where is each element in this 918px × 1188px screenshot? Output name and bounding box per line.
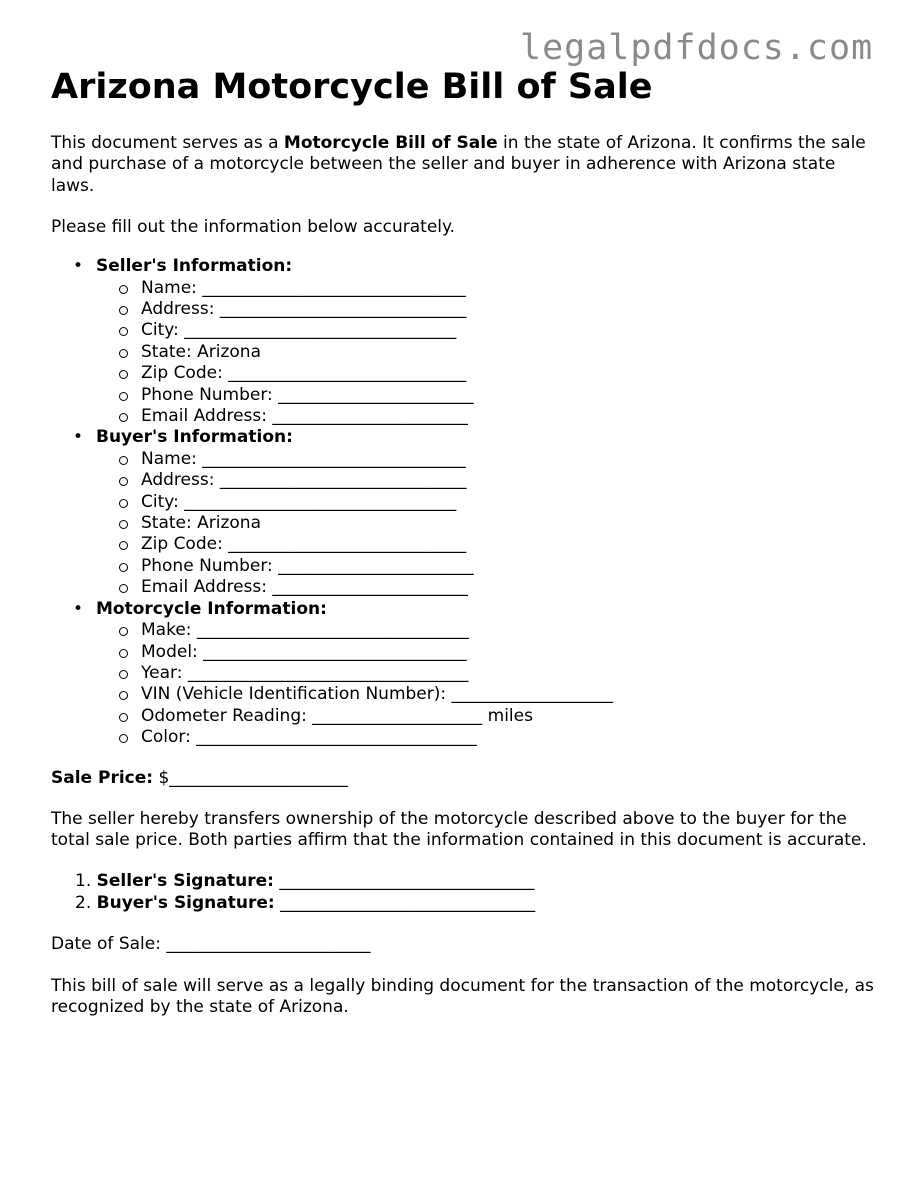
seller-section [51, 256, 881, 427]
seller-address-field[interactable]: Address: _____________________________ [96, 299, 881, 320]
instruction-text: Please fill out the information below accurately. [51, 216, 456, 237]
seller-phone-field[interactable]: Phone Number: _______________________ [96, 385, 881, 406]
document-page [51, 66, 881, 1018]
seller-signature-line[interactable] [51, 871, 881, 892]
seller-zip-field[interactable]: Zip Code: ____________________________ [96, 363, 881, 384]
seller-city-field[interactable]: City: ________________________________ [96, 320, 881, 341]
list-number: 2. [75, 892, 92, 913]
buyer-zip-field[interactable]: Zip Code: ____________________________ [96, 534, 881, 555]
document-title: Arizona Motorcycle Bill of Sale [51, 67, 653, 107]
buyer-section [51, 427, 881, 598]
signature-list [51, 871, 881, 914]
intro-bold-term: Motorcycle Bill of Sale [283, 133, 498, 153]
watermark: legalpdfdocs.com [520, 28, 874, 68]
buyer-state-field: State: Arizona [96, 513, 881, 534]
buyer-signature-blank[interactable]: ______________________________ [274, 892, 536, 913]
sale-price-blank[interactable]: $_____________________ [153, 767, 348, 788]
year-field[interactable]: Year: _________________________________ [96, 663, 881, 684]
buyer-phone-field[interactable]: Phone Number: _______________________ [96, 556, 881, 577]
section-heading: Seller's Information: [96, 256, 293, 277]
buyer-signature-label: Buyer's Signature: [96, 892, 275, 913]
seller-name-field[interactable]: Name: _______________________________ [96, 278, 881, 299]
information-sections [51, 256, 881, 748]
odometer-field[interactable]: Odometer Reading: ____________________ miles [96, 706, 881, 727]
closing-paragraph: This bill of sale will serve as a legally binding document for the transaction of the motorcycle, as recognized by the state of Arizona. [51, 975, 874, 1017]
section-heading: Motorcycle Information: [96, 598, 327, 619]
make-field[interactable]: Make: ________________________________ [96, 620, 881, 641]
intro-text-end: in the state of Arizona. It confirms the sale and purchase of a motorcycle between the seller and buyer in adherence with Arizona state laws. [51, 133, 866, 196]
seller-signature-label: Seller's Signature: [96, 871, 274, 892]
color-field[interactable]: Color: _________________________________ [96, 727, 881, 748]
vin-field[interactable]: VIN (Vehicle Identification Number): ___________________ [96, 684, 881, 705]
sale-price-line[interactable] [51, 768, 881, 789]
seller-fields [96, 278, 881, 428]
buyer-signature-line[interactable] [51, 893, 881, 914]
model-field[interactable]: Model: _______________________________ [96, 642, 881, 663]
date-of-sale-field[interactable]: Date of Sale: ________________________ [51, 934, 371, 955]
list-number: 1. [75, 871, 92, 892]
section-heading: Buyer's Information: [96, 427, 293, 448]
buyer-address-field[interactable]: Address: _____________________________ [96, 470, 881, 491]
sale-price-label: Sale Price: [51, 767, 154, 788]
buyer-city-field[interactable]: City: ________________________________ [96, 492, 881, 513]
intro-text-start: This document serves as a [51, 133, 284, 153]
buyer-email-field[interactable]: Email Address: _______________________ [96, 577, 881, 598]
seller-email-field[interactable]: Email Address: _______________________ [96, 406, 881, 427]
buyer-name-field[interactable]: Name: _______________________________ [96, 449, 881, 470]
transfer-paragraph: The seller hereby transfers ownership of the motorcycle described above to the buyer for the total sale price. Both parties affirm that the information contained in this document is accurate. [51, 808, 867, 851]
seller-signature-blank[interactable]: ______________________________ [273, 871, 535, 892]
intro-paragraph [51, 133, 881, 197]
motorcycle-fields [96, 620, 881, 748]
buyer-fields [96, 449, 881, 599]
seller-state-field: State: Arizona [96, 342, 881, 363]
motorcycle-section [51, 599, 881, 749]
